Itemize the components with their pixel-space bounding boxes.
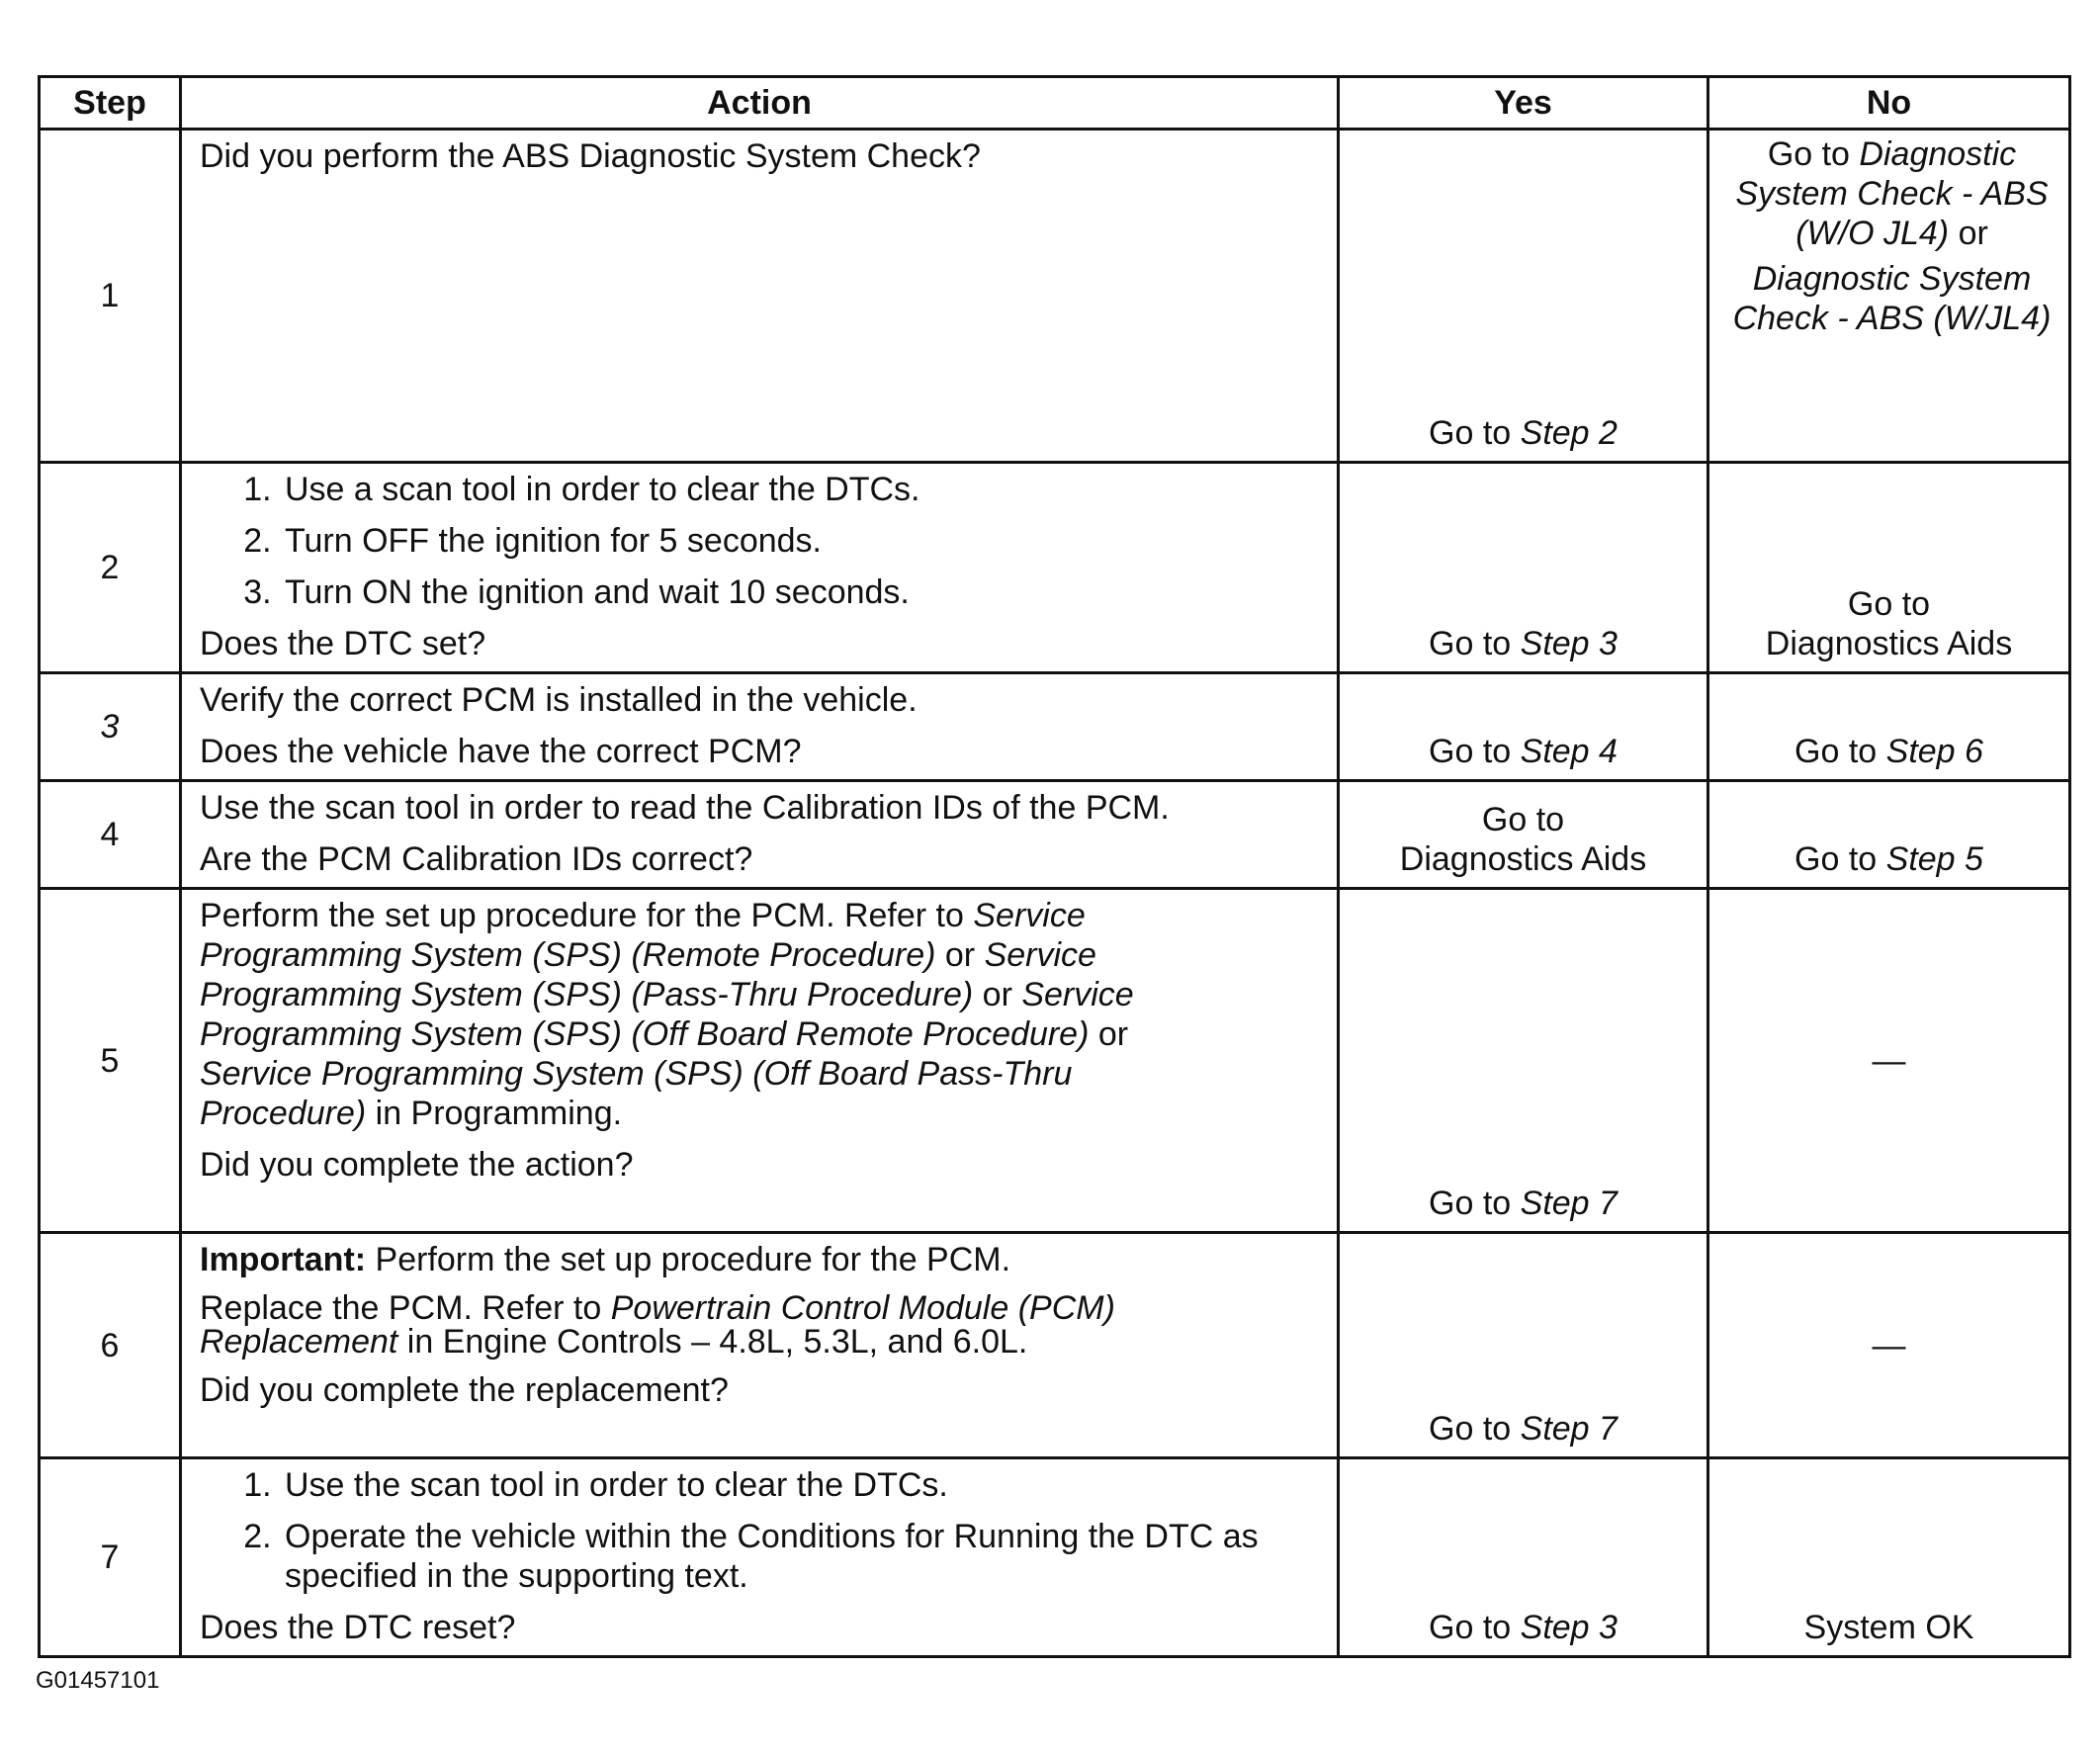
- step-number: 1: [40, 130, 181, 463]
- step-link[interactable]: Step 7: [1520, 1410, 1618, 1448]
- header-yes: Yes: [1339, 77, 1708, 130]
- action-list: [200, 1465, 1269, 1596]
- question: Did you perform the ABS Diagnostic System Check?: [200, 137, 981, 175]
- step-link[interactable]: Step 3: [1520, 1609, 1618, 1646]
- yes-cell: Go to Step 4: [1339, 673, 1708, 781]
- list-item: 3. Turn ON the ignition and wait 10 seconds.: [281, 572, 1321, 612]
- action-text: Perform the set up procedure for the PCM. Refer to Service Programming System (SPS) (Remote Procedure) or Service Programming System (SPS) (Pass-Thru Procedure) or Service Programming System (SPS) (Off Board Remote Procedure) or Service Programming System (SPS) (Off Board Pass-Thru Procedure) in Programming.: [200, 897, 1134, 1132]
- yes-cell: Go to Diagnostics Aids: [1339, 781, 1708, 889]
- yes-cell: Go to Step 2: [1339, 130, 1708, 463]
- action-cell: [181, 673, 1339, 781]
- step-number: 5: [40, 889, 181, 1233]
- diagnostic-table: [38, 75, 2071, 1658]
- no-cell: —: [1708, 1233, 2070, 1458]
- table-row: [40, 673, 2070, 781]
- table-row: [40, 1458, 2070, 1657]
- question: Are the PCM Calibration IDs correct?: [200, 840, 753, 878]
- header-step: Step: [40, 77, 181, 130]
- table-row: [40, 130, 2070, 463]
- action-cell: [181, 1458, 1339, 1657]
- reference-link[interactable]: Powertrain Control Module (PCM) Replacement: [200, 1289, 1115, 1361]
- table-row: [40, 1233, 2070, 1458]
- step-link[interactable]: Step 2: [1520, 414, 1618, 452]
- reference-link[interactable]: Service Programming System (SPS) (Off Board Remote Procedure): [200, 976, 1134, 1053]
- reference-link[interactable]: Service Programming System (SPS) (Pass-Thru Procedure): [200, 936, 1096, 1013]
- figure-id: G01457101: [36, 1667, 160, 1694]
- no-cell: —: [1708, 889, 2070, 1233]
- step-link[interactable]: Step 6: [1885, 733, 1983, 770]
- action-cell: [181, 130, 1339, 463]
- diagnostics-aids-link[interactable]: Diagnostics Aids: [1765, 625, 2013, 662]
- list-item: 2. Turn OFF the ignition for 5 seconds.: [281, 521, 1321, 561]
- question: Did you complete the action?: [200, 1146, 634, 1184]
- step-number: 2: [40, 463, 181, 673]
- step-link[interactable]: Step 4: [1520, 733, 1618, 770]
- step-number: 6: [40, 1233, 181, 1458]
- reference-link[interactable]: Service Programming System (SPS) (Remote Procedure): [200, 897, 1086, 974]
- question: Does the vehicle have the correct PCM?: [200, 733, 802, 770]
- header-action: Action: [181, 77, 1339, 130]
- step-number: 7: [40, 1458, 181, 1657]
- no-cell: Go to Step 6: [1708, 673, 2070, 781]
- yes-cell: Go to Step 3: [1339, 463, 1708, 673]
- yes-cell: Go to Step 7: [1339, 889, 1708, 1233]
- action-list: [200, 470, 1321, 612]
- list-item: 2. Operate the vehicle within the Conditions for Running the DTC as specified in the supporting text.: [281, 1517, 1269, 1596]
- action-cell: [181, 889, 1339, 1233]
- question: Does the DTC reset?: [200, 1609, 516, 1646]
- yes-cell: Go to Step 7: [1339, 1233, 1708, 1458]
- important-note: Important: Perform the set up procedure for the PCM.: [200, 1241, 1011, 1278]
- list-item: 1. Use the scan tool in order to clear the DTCs.: [281, 1465, 1269, 1505]
- important-label: Important:: [200, 1241, 367, 1278]
- table-row: [40, 463, 2070, 673]
- step-link[interactable]: Step 7: [1520, 1185, 1618, 1222]
- reference-link[interactable]: Diagnostic System Check - ABS (W/O JL4): [1735, 135, 2049, 252]
- action-cell: [181, 463, 1339, 673]
- reference-link[interactable]: Diagnostic System Check - ABS (W/JL4): [1732, 260, 2052, 337]
- action-cell: [181, 1233, 1339, 1458]
- step-number: 4: [40, 781, 181, 889]
- no-cell: System OK: [1708, 1458, 2070, 1657]
- table-row: [40, 889, 2070, 1233]
- table-row: [40, 781, 2070, 889]
- action-text: Use the scan tool in order to read the Calibration IDs of the PCM.: [200, 789, 1170, 827]
- header-no: No: [1708, 77, 2070, 130]
- no-cell: Go to Diagnostics Aids: [1708, 463, 2070, 673]
- step-number: 3: [40, 673, 181, 781]
- step-link[interactable]: Step 3: [1520, 625, 1618, 662]
- header-row: [40, 77, 2070, 130]
- question: Does the DTC set?: [200, 625, 486, 662]
- step-link[interactable]: Step 5: [1885, 840, 1983, 878]
- reference-link[interactable]: Service Programming System (SPS) (Off Board Pass-Thru Procedure): [200, 1055, 1073, 1132]
- question: Did you complete the replacement?: [200, 1371, 729, 1409]
- action-text: Verify the correct PCM is installed in the vehicle.: [200, 681, 918, 719]
- diagnostics-aids-link[interactable]: Diagnostics Aids: [1399, 840, 1647, 878]
- action-text: Replace the PCM. Refer to Powertrain Control Module (PCM) Replacement in Engine Controls – 4.8L, 5.3L, and 6.0L.: [200, 1289, 1115, 1361]
- yes-cell: Go to Step 3: [1339, 1458, 1708, 1657]
- list-item: 1. Use a scan tool in order to clear the DTCs.: [281, 470, 1321, 509]
- no-cell: Go to Step 5: [1708, 781, 2070, 889]
- no-cell: Go to Diagnostic System Check - ABS (W/O JL4) or Diagnostic System Check - ABS (W/JL4): [1708, 130, 2070, 463]
- action-cell: [181, 781, 1339, 889]
